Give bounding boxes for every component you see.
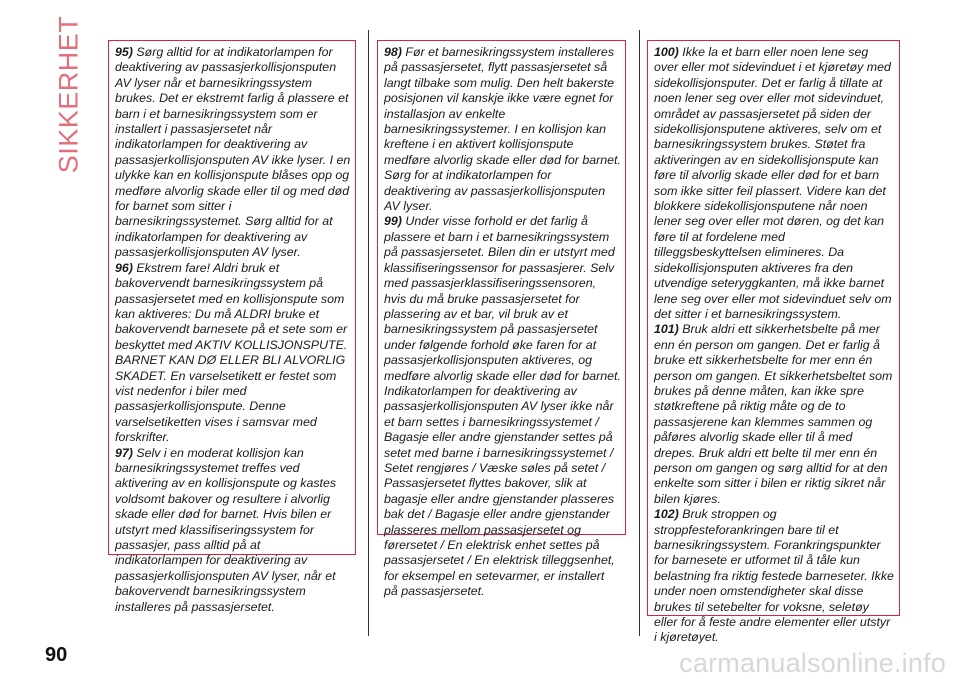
warning-text: Ekstrem fare! Aldri bruk et bakovervendt barnesikringssystem på passasjersetet med en kollisjonspute som kan aktiveres: Du må ALDRI bruke et bakovervendt barnesete på et sete som er beskyttet med AKTIV KOLLISJONSPUTE. BARNET KAN DØ ELLER BLI ALVORLIG SKADET. En varselsetikett er festet som vist nedenfor i biler med passasjerkollisjonspute. Denne varselsetiketten vises i samsvar med forskrifter. <box>115 260 348 445</box>
page-number: 90 <box>45 644 68 666</box>
warning-number: 98) <box>384 45 402 59</box>
section-title: SIKKERHET <box>53 15 84 173</box>
warning-text: Før et barnesikringssystem installeres på passasjersetet, flytt passasjersetet så langt tilbake som mulig. Den helt bakerste posisjonen vil kanskje ikke være egnet for installasjon av enkelte barnesikringssystemer. I en kollisjon kan kreftene i en aktivert kollisjonspute medføre alvorlig skade eller død for barnet. Sørg for at indikatorlampen for deaktivering av passasjerkollisjonsputen AV lyser. <box>384 45 621 214</box>
warning-text: Bruk aldri ett sikkerhetsbelte på mer enn én person om gangen. Det er farlig å bruke ett sikkerhetsbelte for mer enn én person om gangen. Et sikkerhetsbeltet som brukes på denne måten, kan ikke spre støtkreftene på riktig måte og de to passasjerene kan klemmes sammen og påføres alvorlig skade eller til å med drepes. Bruk aldri ett belte til mer enn én person om gangen og sørg alltid for at den enkelte som sitter i bilen er riktig sikret når bilen kjøres. <box>654 322 893 506</box>
warning-number: 95) <box>115 45 133 59</box>
warning-number: 101) <box>654 322 679 337</box>
watermark: carmanualsonline.info <box>679 648 946 678</box>
section-tab <box>53 15 84 173</box>
warning-paragraph <box>384 214 621 599</box>
column-divider <box>368 30 369 636</box>
warning-number: 99) <box>384 214 402 229</box>
warning-paragraph <box>384 45 621 214</box>
warning-text: Sørg alltid for at indikatorlampen for deaktivering av passasjerkollisjonsputen AV lyser når et barnesikringssystem brukes. Det er ekstremt farlig å plassere et barn i et barnesikringssystem som er installert i passasjersetet når indikatorlampen for deaktivering av passasjerkollisjonsputen AV ikke lyser. I en ulykke kan en kollisjonspute blåses opp og medføre alvorlig skade eller til og med død for barnet som sitter i barnesikringssystemet. Sørg alltid for at indikatorlampen for deaktivering av passasjerkollisjonsputen AV lyser. <box>115 45 351 260</box>
warning-paragraph <box>115 446 351 615</box>
warning-number: 100) <box>654 45 679 59</box>
column-divider <box>639 30 640 636</box>
warning-paragraph <box>115 261 351 446</box>
warning-paragraph <box>115 45 351 261</box>
warning-number: 102) <box>654 507 679 522</box>
warning-text: Bruk stroppen og stroppfesteforankringen bare til et barnesikringssystem. Forankringspunkter for barnesete er utformet til å tåle kun belastning fra riktig festede barneseter. Ikke under noen omstendigheter skal disse brukes til setebelter for voksne, seletøy eller for å feste andre elementer eller utstyr i kjøretøyet. <box>654 507 894 645</box>
warning-text: Ikke la et barn eller noen lene seg over eller mot sidevinduet i et kjøretøy med sidekollisjonsputer. Det er farlig å tillate at noen lener seg over eller mot sidevinduet, området av passasjersetet på siden der sidekollisjonsputene aktiveres, selv om et barnesikringssystem brukes. Støtet fra aktiveringen av en sidekollisjonspute kan føre til alvorlig skade eller død for et barn som ikke sitter feil plassert. Videre kan det blokkere sidekollisjonsputene når noen lener seg over eller mot døren, og det kan føre til at fordelene med tilleggsbeskyttelsen elimineres. Da sidekollisjonsputen aktiveres fra den utvendige seteryggkanten, må ikke barnet lene seg over eller mot sidevinduet selv om det sitter i et barnesikringssystem. <box>654 45 892 321</box>
warning-paragraph <box>654 322 895 507</box>
warning-box-middle <box>377 40 626 599</box>
warning-number: 97) <box>115 445 133 460</box>
warning-paragraph <box>654 45 895 322</box>
warning-box-right <box>647 40 900 645</box>
warning-box-left <box>108 40 356 614</box>
warning-paragraph <box>654 507 895 646</box>
warning-text: Selv i en moderat kollisjon kan barnesikringssystemet treffes ved aktivering av en kollisjonspute og kastes voldsomt bakover og resultere i alvorlig skade eller død for barnet. Hvis bilen er utstyrt med klassifiseringssystem for passasjer, pass alltid på at indikatorlampen for deaktivering av passasjerkollisjonsputen AV lyser, når et bakovervendt barnesikringssystem installeres på passasjersetet. <box>115 445 337 614</box>
warning-text: Under visse forhold er det farlig å plassere et barn i et barnesikringssystem på passasjersetet. Bilen din er utstyrt med klassifiseringssensor for passasjerer. Selv med passasjerklassifiseringssensoren, hvis du må bruke passasjersetet for plassering av et bar, vil bruk av et barnesikringssystem på passasjersetet under følgende forhold øke faren for at passasjerkollisjonsputen aktiveres, og medføre alvorlig skade eller død for barnet. Indikatorlampen for deaktivering av passasjerkollisjonsputen AV lyser ikke når et barn settes i barnesikringssystemet / Bagasje eller andre gjenstander settes på setet med barne i barnesikringssystemet / Setet rengjøres / Væske søles på setet / Passasjersetet flyttes bakover, slik at bagasje eller andre gjenstander plasseres bak det / Bagasje eller andre gjenstander plasseres mellom passasjersetet og førersetet / En elektrisk enhet settes på passasjersetet / En elektrisk tilleggsenhet, for eksempel en setevarmer, er installert på passasjersetet. <box>384 214 621 599</box>
warning-number: 96) <box>115 260 133 275</box>
